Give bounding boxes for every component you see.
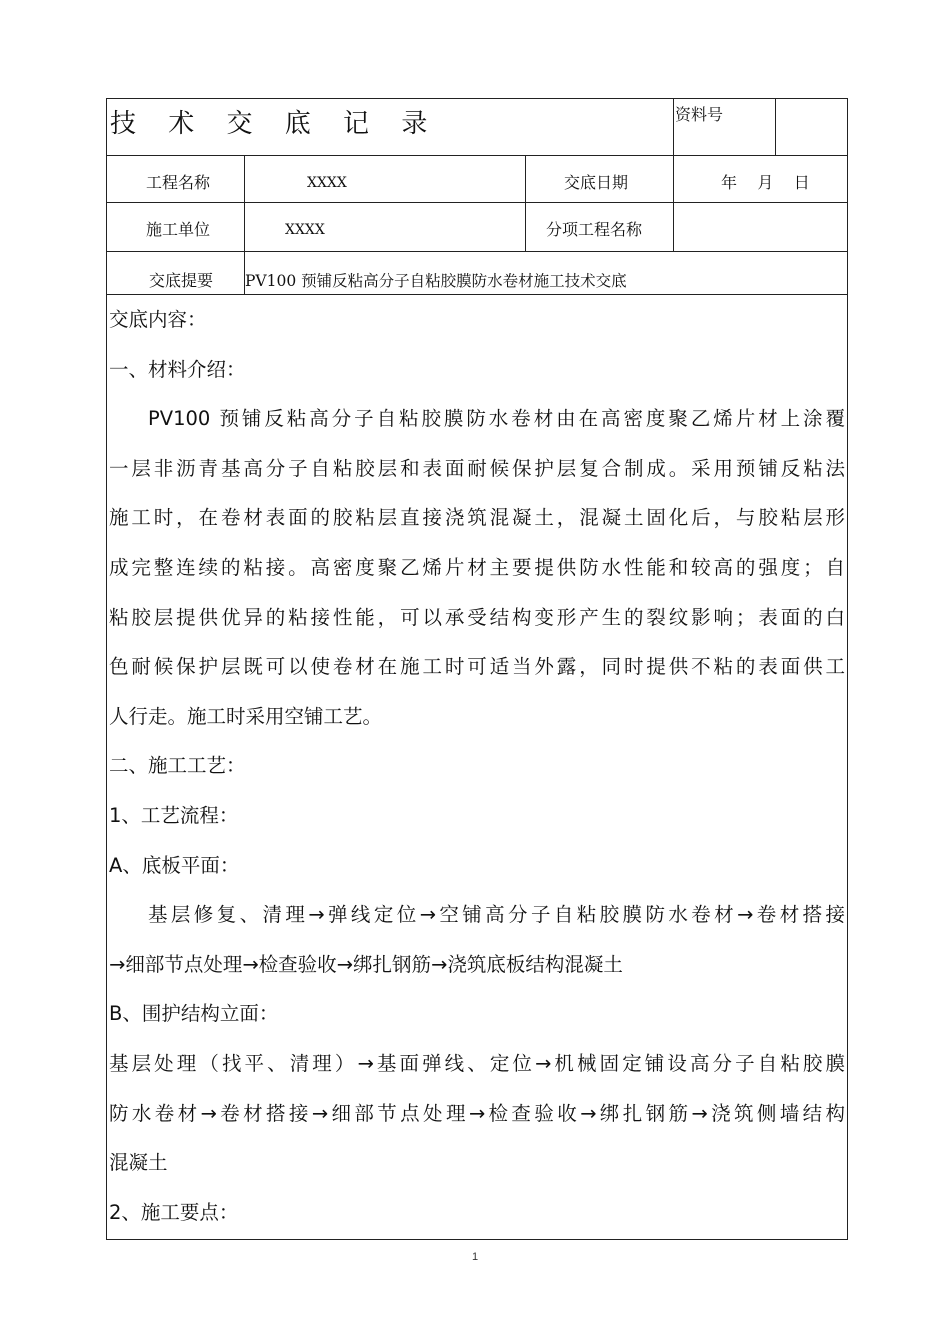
row-divider (107, 202, 847, 203)
column-divider (775, 99, 776, 155)
paragraph-line: 一层非沥青基高分子自粘胶层和表面耐候保护层复合制成。采用预铺反粘法 (109, 456, 845, 480)
paragraph-line: 施工时，在卷材表面的胶粘层直接浇筑混凝土，混凝土固化后，与胶粘层形 (109, 506, 845, 530)
section-heading-process: 二、施工工艺： (109, 754, 246, 778)
summary-label: 交底提要 (149, 271, 214, 290)
subheading-retaining-wall: B、围护结构立面： (109, 1002, 279, 1026)
disclosure-content (109, 295, 845, 1237)
project-name-label: 工程名称 (146, 173, 211, 192)
paragraph-line: →细部节点处理→检查验收→绑扎钢筋→浇筑底板结构混凝土 (109, 952, 623, 976)
column-divider (673, 99, 674, 155)
subitem-name-label: 分项工程名称 (546, 220, 643, 239)
column-divider (525, 155, 526, 251)
paragraph-line: 色耐候保护层既可以使卷材在施工时可适当外露，同时提供不粘的表面供工 (109, 655, 845, 679)
content-heading: 交底内容： (109, 308, 207, 331)
paragraph-line: 基层处理（找平、清理）→基面弹线、定位→机械固定铺设高分子自粘胶膜 (109, 1051, 845, 1075)
date-label: 交底日期 (564, 173, 629, 192)
paragraph-line: 粘胶层提供优异的粘接性能，可以承受结构变形产生的裂纹影响；表面的白 (109, 605, 845, 629)
subheading-floor-slab: A、底板平面： (109, 853, 240, 877)
row-divider (107, 251, 847, 252)
subheading-key-points: 2、施工要点： (109, 1200, 239, 1224)
paragraph-line: 人行走。施工时采用空铺工艺。 (109, 704, 383, 728)
project-name-value[interactable]: XXXX (307, 175, 347, 191)
doc-no-label: 资料号 (675, 105, 724, 124)
section-heading-materials: 一、材料介绍： (109, 357, 246, 381)
column-divider (673, 155, 674, 251)
paragraph-line: PV100 预铺反粘高分子自粘胶膜防水卷材由在高密度聚乙烯片材上涂覆 (148, 407, 845, 431)
construction-unit-label: 施工单位 (146, 220, 211, 239)
subheading-workflow: 1、工艺流程： (109, 803, 239, 827)
technical-disclosure-form (106, 98, 848, 1240)
paragraph-line: 混凝土 (109, 1151, 168, 1175)
paragraph-line: 防水卷材→卷材搭接→细部节点处理→检查验收→绑扎钢筋→浇筑侧墙结构 (109, 1101, 845, 1125)
paragraph-line: 基层修复、清理→弹线定位→空铺高分子自粘胶膜防水卷材→卷材搭接 (148, 903, 845, 927)
construction-unit-value[interactable]: XXXX (285, 222, 325, 238)
form-title: 技 术 交 底 记 录 (110, 109, 440, 139)
summary-value[interactable]: PV100 预铺反粘高分子自粘胶膜防水卷材施工技术交底 (245, 272, 627, 290)
paragraph-line: 成完整连续的粘接。高密度聚乙烯片材主要提供防水性能和较高的强度；自 (109, 555, 845, 579)
date-value[interactable]: 年 月 日 (721, 173, 810, 192)
page-number: 1 (471, 1251, 479, 1263)
row-divider (107, 155, 847, 156)
